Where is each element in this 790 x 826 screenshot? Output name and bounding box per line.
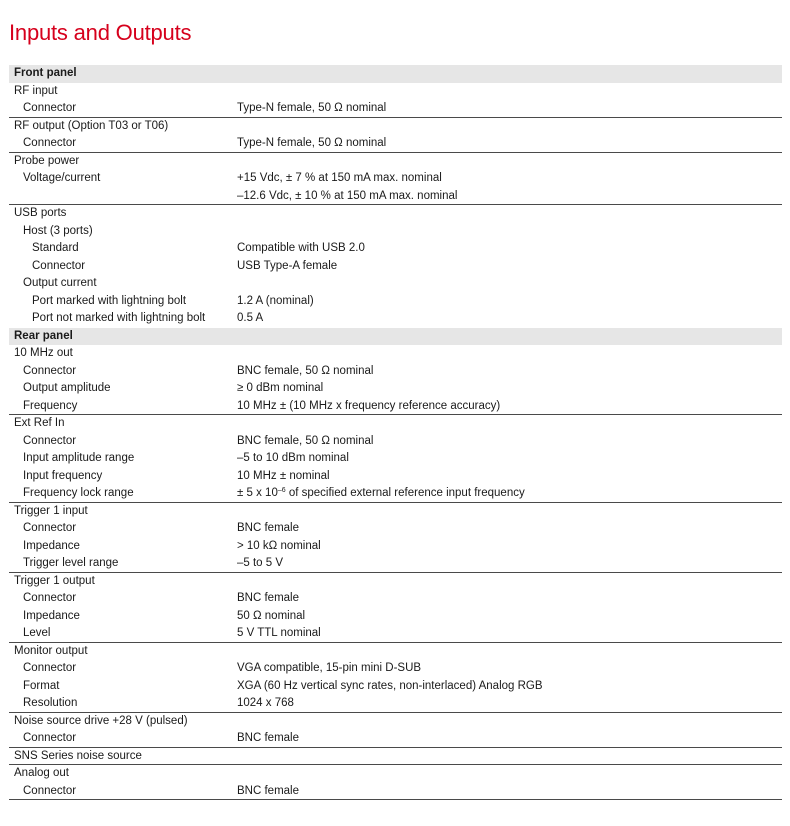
spec-label: Rear panel — [14, 329, 73, 342]
spec-label: Frequency — [23, 399, 78, 412]
spec-label: Connector — [23, 137, 77, 149]
section-header — [9, 328, 782, 346]
spec-table — [9, 65, 782, 800]
spec-value: BNC female — [237, 784, 299, 797]
spec-value — [237, 643, 782, 661]
spec-label: Port marked with lightning bolt — [32, 294, 187, 307]
spec-label: RF input — [14, 84, 58, 97]
spec-label: Standard — [32, 242, 79, 254]
spec-row — [9, 223, 782, 241]
spec-label: Impedance — [23, 539, 80, 552]
spec-label: Connector — [23, 732, 77, 744]
spec-label: 10 MHz out — [14, 347, 73, 359]
spec-value — [237, 503, 782, 521]
spec-value-exponent: –6 — [277, 487, 286, 494]
spec-label: Trigger 1 output — [14, 574, 95, 587]
section-header — [9, 65, 782, 83]
spec-label: Impedance — [23, 609, 80, 622]
spec-value — [237, 345, 782, 363]
spec-row — [9, 240, 782, 258]
spec-value: ≥ 0 dBm nominal — [237, 382, 324, 394]
spec-value: 10 MHz ± nominal — [237, 469, 330, 482]
spec-value — [237, 748, 782, 765]
spec-value: 1.2 A (nominal) — [237, 294, 314, 307]
spec-value: 0.5 A — [237, 312, 264, 324]
spec-row — [9, 730, 782, 748]
spec-row — [9, 538, 782, 556]
spec-value — [237, 485, 782, 502]
spec-row — [9, 695, 782, 713]
spec-group-row — [9, 765, 782, 783]
spec-label: USB ports — [14, 207, 67, 219]
spec-label: Ext Ref In — [14, 417, 65, 429]
spec-label: Connector — [23, 434, 77, 447]
spec-group-row — [9, 415, 782, 433]
spec-label: Output amplitude — [23, 382, 111, 394]
spec-row — [9, 625, 782, 643]
spec-label — [9, 188, 237, 205]
spec-label: Output current — [23, 277, 97, 289]
spec-row — [9, 660, 782, 678]
spec-row — [9, 468, 782, 486]
spec-row — [9, 678, 782, 696]
spec-row — [9, 100, 782, 118]
spec-row — [9, 608, 782, 626]
spec-row — [9, 398, 782, 416]
spec-row — [9, 293, 782, 311]
spec-group-row — [9, 503, 782, 521]
spec-row — [9, 380, 782, 398]
spec-group-row — [9, 118, 782, 136]
spec-label: Input amplitude range — [23, 452, 135, 464]
spec-value — [237, 118, 782, 136]
spec-value-text: ± 5 x 10 — [237, 487, 278, 499]
spec-value — [237, 415, 782, 433]
spec-value: VGA compatible, 15-pin mini D-SUB — [237, 662, 422, 674]
spec-group-row — [9, 643, 782, 661]
spec-row — [9, 170, 782, 188]
spec-row — [9, 783, 782, 801]
spec-row — [9, 310, 782, 328]
spec-label: Trigger 1 input — [14, 504, 88, 517]
spec-value: Compatible with USB 2.0 — [237, 242, 365, 254]
spec-value: Type-N female, 50 Ω nominal — [237, 102, 387, 114]
spec-group-row — [9, 153, 782, 171]
spec-value: +15 Vdc, ± 7 % at 150 mA max. nominal — [237, 172, 442, 184]
spec-group-row — [9, 573, 782, 591]
spec-label: Connector — [23, 522, 77, 534]
spec-value: –12.6 Vdc, ± 10 % at 150 mA max. nominal — [237, 189, 458, 202]
spec-value: 50 Ω nominal — [237, 609, 306, 622]
spec-value: BNC female, 50 Ω nominal — [237, 434, 374, 447]
spec-label: RF output (Option T03 or T06) — [14, 119, 169, 132]
spec-value: BNC female — [237, 522, 299, 534]
spec-value: XGA (60 Hz vertical sync rates, non-interlaced) Analog RGB — [237, 679, 543, 692]
spec-value: Type-N female, 50 Ω nominal — [237, 137, 387, 149]
spec-label: Voltage/current — [23, 172, 101, 184]
spec-group-row — [9, 83, 782, 101]
spec-value: > 10 kΩ nominal — [237, 539, 321, 552]
spec-value: –5 to 5 V — [237, 557, 284, 569]
spec-value — [237, 153, 782, 171]
spec-row — [9, 433, 782, 451]
spec-value — [237, 223, 782, 241]
spec-label: Probe power — [14, 154, 80, 167]
spec-label: Connector — [23, 784, 77, 797]
spec-row — [9, 275, 782, 293]
spec-value: –5 to 10 dBm nominal — [237, 452, 349, 464]
spec-label: SNS Series noise source — [14, 749, 142, 762]
spec-label: Connector — [23, 364, 77, 377]
spec-value — [237, 275, 782, 293]
spec-label: Host (3 ports) — [23, 224, 93, 237]
spec-label: Connector — [23, 662, 77, 674]
spec-label: Input frequency — [23, 469, 103, 482]
spec-value — [237, 83, 782, 101]
spec-label: Trigger level range — [23, 557, 119, 569]
spec-value — [237, 205, 782, 223]
spec-value: BNC female — [237, 732, 299, 744]
spec-row — [9, 363, 782, 381]
spec-row — [9, 485, 782, 503]
spec-value — [237, 328, 782, 346]
spec-value: 5 V TTL nominal — [237, 627, 321, 639]
spec-value — [237, 65, 782, 83]
page-title: Inputs and Outputs — [9, 20, 192, 45]
spec-value: 10 MHz ± (10 MHz x frequency reference accuracy) — [237, 399, 501, 412]
spec-value: BNC female, 50 Ω nominal — [237, 364, 374, 377]
spec-label: Analog out — [14, 767, 69, 779]
spec-label: Connector — [32, 259, 86, 272]
spec-label: Format — [23, 679, 60, 692]
spec-row — [9, 135, 782, 153]
spec-value: BNC female — [237, 592, 299, 604]
spec-value: USB Type-A female — [237, 259, 338, 272]
spec-value — [237, 765, 782, 783]
spec-label: Connector — [23, 102, 77, 114]
spec-group-row — [9, 748, 782, 766]
spec-label: Front panel — [14, 67, 77, 79]
spec-row — [9, 258, 782, 276]
spec-value — [237, 573, 782, 591]
spec-label: Port not marked with lightning bolt — [32, 312, 206, 324]
spec-group-row — [9, 713, 782, 731]
spec-label: Level — [23, 627, 51, 639]
spec-label: Noise source drive +28 V (pulsed) — [14, 714, 188, 727]
spec-label: Resolution — [23, 697, 78, 709]
spec-row — [9, 555, 782, 573]
spec-group-row — [9, 205, 782, 223]
spec-value-text: of specified external reference input frequency — [285, 487, 525, 499]
spec-label: Connector — [23, 592, 77, 604]
spec-value: 1024 x 768 — [237, 697, 294, 709]
spec-group-row — [9, 345, 782, 363]
spec-row — [9, 590, 782, 608]
spec-row — [9, 450, 782, 468]
spec-row — [9, 188, 782, 206]
spec-value — [237, 713, 782, 731]
spec-label: Frequency lock range — [23, 487, 134, 499]
spec-row — [9, 520, 782, 538]
spec-label: Monitor output — [14, 644, 88, 657]
